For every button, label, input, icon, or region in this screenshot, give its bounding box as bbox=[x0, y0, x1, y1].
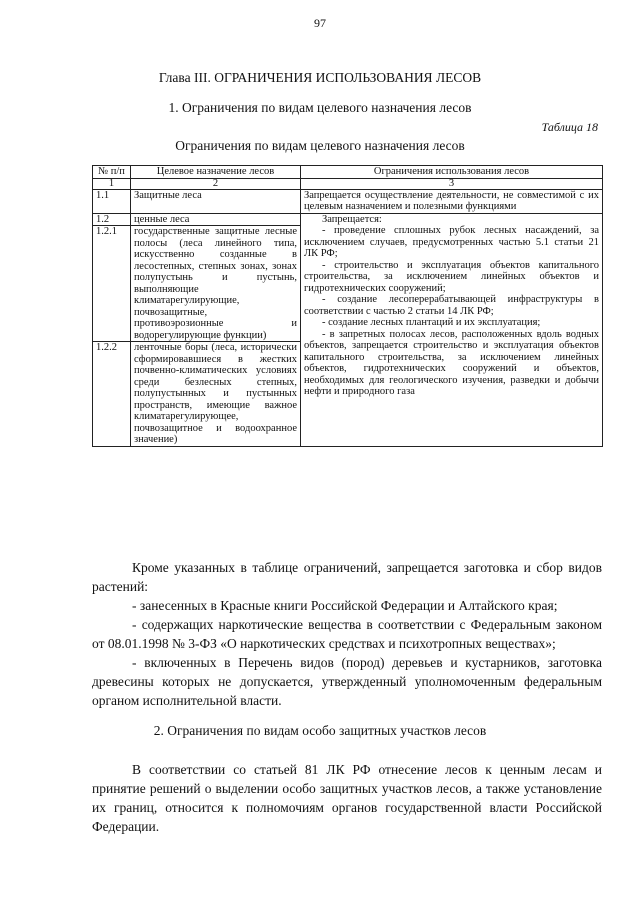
column-number: 2 bbox=[131, 178, 301, 189]
section2-text bbox=[92, 760, 602, 836]
row-purpose: Защитные леса bbox=[131, 189, 301, 213]
paragraph: Кроме указанных в таблице ограничений, запрещается заготовка и сбор видов растений: bbox=[92, 560, 602, 594]
restrictions-table bbox=[92, 165, 603, 447]
section-title: 1. Ограничения по видам целевого назначения лесов bbox=[168, 100, 472, 115]
table-header-row bbox=[93, 166, 603, 179]
row-purpose: ценные леса bbox=[131, 213, 301, 226]
chapter-title: Глава III. ОГРАНИЧЕНИЯ ИСПОЛЬЗОВАНИЯ ЛЕСОВ bbox=[158, 70, 482, 85]
restriction-item: - создание лесоперерабатывающей инфраструктуры в соответствии с частью 2 статьи 14 ЛК РФ; bbox=[304, 294, 599, 317]
page-number: 97 bbox=[314, 16, 326, 30]
paragraph: В соответствии со статьей 81 ЛК РФ отнесение лесов к ценным лесам и принятие решений о выделении особо защитных участков лесов, а также установление их границ, относится к полномочиям органов государственной власти Российской Федерации. bbox=[92, 762, 602, 834]
row-number: 1.1 bbox=[93, 189, 131, 213]
row-number: 1.2 bbox=[93, 213, 131, 226]
table-label: Таблица 18 bbox=[541, 120, 598, 134]
column-number: 1 bbox=[93, 178, 131, 189]
paragraph: - содержащих наркотические вещества в соответствии с Федеральным законом от 08.01.1998 № 3-ФЗ «О наркотических средствах и психотропных веществах»; bbox=[92, 617, 602, 651]
table-row bbox=[93, 189, 603, 213]
table-title: Ограничения по видам целевого назначения лесов bbox=[175, 138, 465, 153]
header-purpose: Целевое назначение лесов bbox=[131, 166, 301, 179]
restriction-heading: Запрещается: bbox=[322, 213, 382, 225]
restriction-item: - проведение сплошных рубок лесных насаждений, за исключением случаев, предусмотренных частью 5.1 статьи 21 ЛК РФ; bbox=[304, 225, 599, 259]
table-row bbox=[93, 213, 603, 226]
shared-restriction-cell bbox=[301, 213, 603, 446]
restriction-item: - в запретных полосах лесов, расположенных вдоль водных объектов, запрещается строительство и эксплуатация объектов капитального строительства, за исключением линейных объектов, гидротехнических сооружений и объектов, необходимых для геологического изучения, разведки и добычи нефти и природного газа bbox=[304, 328, 599, 397]
row-purpose: ленточные боры (леса, исторически сформировавшиеся в жестких почвенно-климатических условиях среди безлесных степных, полупустынных и пустынных пространств, имеющие важное климатарегулирующее, почвозащитное и водоохранное значение) bbox=[131, 342, 301, 447]
row-purpose: государственные защитные лесные полосы (леса линейного типа, искусственно созданные в лесостепных, степных зонах, зонах полупустынь и пустынь, выполняющие климатарегулирующие, почвозащитные, противоэрозионные и водорегулирующие функции) bbox=[131, 226, 301, 342]
section-title: 2. Ограничения по видам особо защитных участков лесов bbox=[153, 723, 487, 738]
row-number: 1.2.1 bbox=[93, 226, 131, 342]
header-restrictions: Ограничения использования лесов bbox=[301, 166, 603, 179]
row-restriction: Запрещается осуществление деятельности, не совместимой с их целевым назначением и полезными функциями bbox=[301, 189, 603, 213]
restriction-item: - создание лесных плантаций и их эксплуатация; bbox=[322, 317, 541, 328]
column-number: 3 bbox=[301, 178, 603, 189]
restrictions-text bbox=[92, 558, 602, 710]
paragraph: - включенных в Перечень видов (пород) деревьев и кустарников, заготовка древесины которых не допускается, утвержденный уполномоченным федеральным органом исполнительной власти. bbox=[92, 655, 602, 708]
header-number: № п/п bbox=[93, 166, 131, 179]
paragraph: - занесенных в Красные книги Российской Федерации и Алтайского края; bbox=[132, 598, 558, 613]
restriction-item: - строительство и эксплуатация объектов капитального строительства, за исключением линейных объектов и гидротехнических сооружений; bbox=[304, 259, 599, 294]
row-number: 1.2.2 bbox=[93, 342, 131, 447]
column-numbers-row bbox=[93, 178, 603, 189]
